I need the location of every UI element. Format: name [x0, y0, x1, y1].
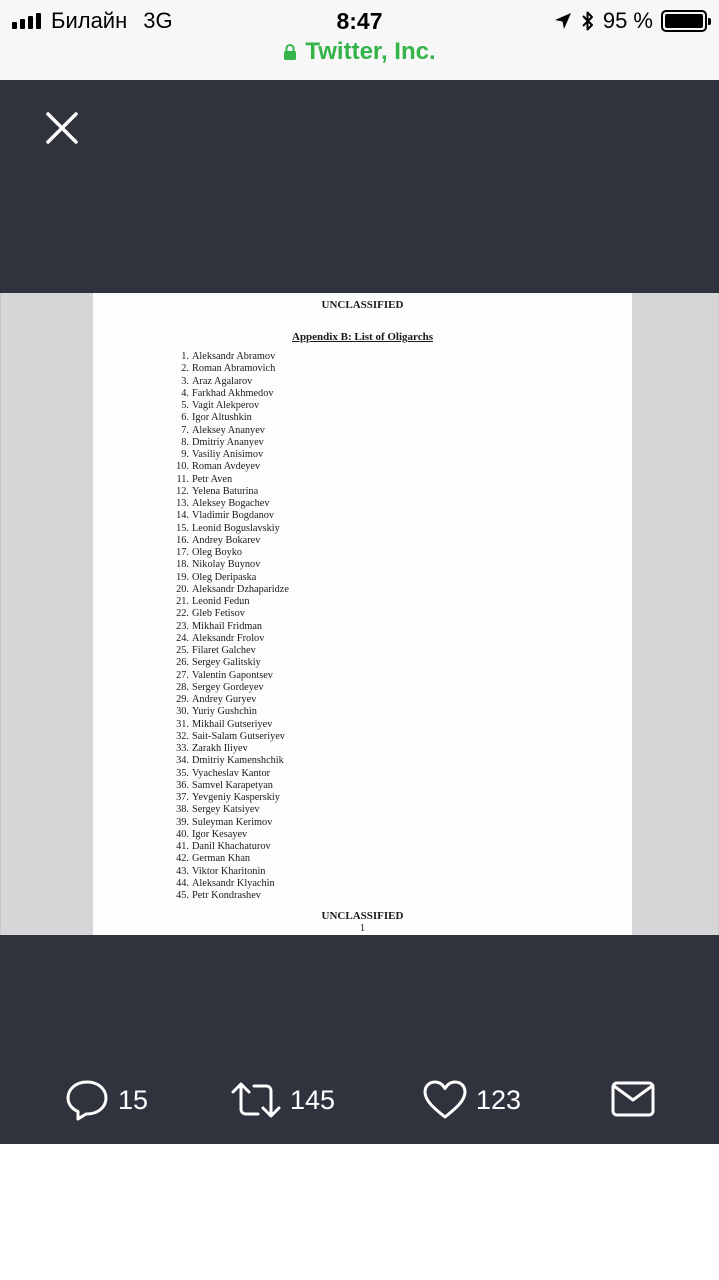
- list-item-number: 12.: [176, 485, 189, 497]
- list-item-number: 45.: [176, 890, 189, 901]
- list-item-number: 38.: [176, 804, 189, 816]
- list-item-name: Filaret Galchev: [192, 645, 256, 656]
- list-item-name: Farkhad Akhmedov: [192, 387, 274, 399]
- list-item-name: Roman Abramovich: [192, 363, 276, 375]
- list-item-number: 35.: [176, 767, 189, 779]
- list-item-name: Vasiliy Anisimov: [192, 449, 264, 460]
- list-item: [173, 584, 289, 596]
- list-item-name: Vyacheslav Kantor: [192, 767, 271, 779]
- clock: 8:47: [336, 8, 383, 34]
- list-item: [173, 670, 289, 682]
- list-item: [173, 866, 289, 878]
- list-item-number: 40.: [176, 828, 189, 840]
- list-item-name: Aleksandr Frolov: [192, 632, 265, 644]
- close-button[interactable]: [42, 108, 82, 148]
- list-item-name: Oleg Deripaska: [192, 571, 257, 583]
- list-item-number: 11.: [176, 473, 189, 485]
- list-item: [173, 878, 289, 890]
- document-page: [93, 293, 632, 935]
- list-item: [173, 559, 289, 571]
- list-item: [173, 621, 289, 633]
- list-item-number: 32.: [176, 730, 189, 742]
- list-item-number: 41.: [176, 841, 189, 852]
- document-page-number: 1: [360, 923, 365, 934]
- list-item-number: 28.: [176, 681, 189, 693]
- list-item-name: Dmitriy Kamenshchik: [192, 755, 284, 767]
- list-item-name: Danil Khachaturov: [192, 841, 271, 852]
- list-item-name: Petr Aven: [192, 473, 233, 485]
- list-item-name: Leonid Boguslavskiy: [192, 522, 280, 534]
- network-type: 3G: [143, 8, 173, 33]
- location-arrow-icon: [553, 11, 573, 31]
- list-item-number: 33.: [176, 743, 189, 754]
- list-item-number: 42.: [176, 853, 189, 865]
- list-item-number: 27.: [176, 669, 189, 681]
- list-item-name: German Khan: [192, 853, 251, 865]
- list-item-name: Araz Agalarov: [192, 375, 253, 387]
- list-item: [173, 535, 289, 547]
- list-item-number: 9.: [181, 449, 189, 460]
- bluetooth-icon: [581, 10, 595, 32]
- list-item: [173, 437, 289, 449]
- list-item: [173, 351, 289, 363]
- document-classification-footer: UNCLASSIFIED: [321, 910, 404, 922]
- list-item: [173, 449, 289, 461]
- retweet-count: 145: [290, 1084, 336, 1115]
- reply-count: 15: [118, 1084, 149, 1115]
- list-item: [173, 596, 289, 608]
- list-item: [173, 706, 289, 718]
- list-item-number: 3.: [181, 375, 189, 387]
- list-item-number: 36.: [176, 779, 189, 791]
- list-item-number: 5.: [181, 400, 189, 411]
- list-item: [173, 657, 289, 669]
- list-item-number: 43.: [176, 865, 189, 877]
- page-bottom: [0, 1144, 719, 1280]
- list-item: [173, 694, 289, 706]
- reply-icon: [64, 1077, 110, 1123]
- list-item-name: Sait-Salam Gutseriyev: [192, 730, 285, 742]
- list-item: [173, 400, 289, 412]
- list-item-number: 15.: [176, 522, 189, 534]
- list-item-number: 2.: [181, 363, 189, 375]
- list-item-name: Zarakh Iliyev: [192, 743, 248, 754]
- list-item-name: Igor Altushkin: [192, 412, 252, 424]
- list-item-name: Dmitriy Ananyev: [192, 436, 264, 448]
- list-item-name: Nikolay Buynov: [192, 559, 261, 571]
- retweet-button[interactable]: [230, 1055, 335, 1145]
- list-item: [173, 572, 289, 584]
- list-item-name: Andrey Bokarev: [192, 534, 261, 546]
- list-item-number: 24.: [176, 632, 189, 644]
- list-item: [173, 633, 289, 645]
- list-item-name: Vagit Alekperov: [192, 400, 260, 411]
- list-item: [173, 804, 289, 816]
- list-item-number: 29.: [176, 694, 189, 705]
- list-item: [173, 425, 289, 437]
- list-item: [173, 768, 289, 780]
- list-item-number: 16.: [176, 534, 189, 546]
- list-item-name: Viktor Kharitonin: [192, 865, 266, 877]
- list-item: [173, 780, 289, 792]
- close-icon: [42, 108, 82, 148]
- like-button[interactable]: [422, 1055, 521, 1145]
- list-item: [173, 792, 289, 804]
- list-item: [173, 461, 289, 473]
- site-identity[interactable]: [0, 38, 719, 66]
- battery-percentage: 95 %: [602, 8, 653, 33]
- list-item: [173, 474, 289, 486]
- list-item: [173, 498, 289, 510]
- lock-icon: [283, 43, 297, 61]
- list-item: [173, 890, 289, 902]
- list-item-name: Aleksandr Klyachin: [192, 877, 275, 889]
- list-item-name: Igor Kesayev: [192, 828, 248, 840]
- retweet-icon: [230, 1077, 282, 1123]
- list-item-number: 44.: [176, 877, 189, 889]
- list-item: [173, 829, 289, 841]
- list-item-number: 10.: [176, 461, 189, 473]
- list-item-number: 19.: [176, 571, 189, 583]
- list-item: [173, 547, 289, 559]
- list-item-name: Aleksandr Abramov: [192, 351, 276, 362]
- list-item-number: 6.: [181, 412, 189, 424]
- list-item-number: 30.: [176, 706, 189, 718]
- list-item: [173, 523, 289, 535]
- list-item-name: Aleksandr Dzhaparidze: [192, 583, 289, 595]
- list-item: [173, 731, 289, 743]
- list-item: [173, 719, 289, 731]
- list-item-number: 20.: [176, 583, 189, 595]
- list-item-number: 26.: [176, 657, 189, 669]
- list-item-name: Yelena Baturina: [192, 485, 259, 497]
- list-item-name: Sergey Gordeyev: [192, 681, 264, 693]
- media-viewer: [0, 80, 719, 1144]
- battery-icon: [661, 10, 707, 32]
- list-item-number: 31.: [176, 718, 189, 730]
- list-item-number: 37.: [176, 792, 189, 803]
- list-item: [173, 817, 289, 829]
- direct-message-button[interactable]: [610, 1055, 656, 1145]
- list-item: [173, 743, 289, 755]
- list-item-name: Petr Kondrashev: [192, 890, 261, 901]
- reply-button[interactable]: [64, 1055, 148, 1145]
- status-bar: [0, 0, 719, 80]
- list-item-name: Aleksey Ananyev: [192, 424, 265, 436]
- document-classification-header: UNCLASSIFIED: [321, 299, 404, 311]
- list-item-name: Andrey Guryev: [192, 694, 257, 705]
- list-item: [173, 755, 289, 767]
- list-item-number: 4.: [181, 387, 189, 399]
- list-item-name: Gleb Fetisov: [192, 608, 245, 620]
- carrier-name: Билайн: [51, 8, 128, 33]
- list-item: [173, 608, 289, 620]
- list-item-number: 34.: [176, 755, 189, 767]
- list-item: [173, 853, 289, 865]
- list-item-name: Sergey Galitskiy: [192, 657, 261, 669]
- oligarch-list: [173, 351, 289, 902]
- envelope-icon: [610, 1077, 656, 1123]
- list-item-number: 22.: [176, 608, 189, 620]
- list-item-name: Valentin Gapontsev: [192, 669, 273, 681]
- list-item: [173, 363, 289, 375]
- list-item: [173, 388, 289, 400]
- list-item-name: Mikhail Fridman: [192, 620, 263, 632]
- list-item-name: Roman Avdeyev: [192, 461, 261, 473]
- list-item-name: Yevgeniy Kasperskiy: [192, 792, 280, 803]
- tweet-image[interactable]: [0, 293, 719, 935]
- list-item-number: 18.: [176, 559, 189, 571]
- list-item: [173, 412, 289, 424]
- list-item-number: 8.: [181, 436, 189, 448]
- list-item-number: 39.: [176, 816, 189, 828]
- list-item: [173, 486, 289, 498]
- list-item: [173, 376, 289, 388]
- list-item-name: Leonid Fedun: [192, 596, 250, 607]
- list-item-name: Mikhail Gutseriyev: [192, 718, 273, 730]
- list-item-number: 23.: [176, 620, 189, 632]
- document-title: Appendix B: List of Oligarchs: [292, 331, 433, 343]
- status-right: [553, 6, 707, 36]
- list-item: [173, 645, 289, 657]
- list-item: [173, 682, 289, 694]
- list-item-number: 21.: [176, 596, 189, 607]
- list-item: [173, 841, 289, 853]
- list-item-name: Yuriy Gushchin: [192, 706, 257, 718]
- list-item-name: Vladimir Bogdanov: [192, 510, 275, 522]
- list-item-number: 1.: [181, 351, 189, 362]
- heart-icon: [422, 1077, 468, 1123]
- list-item-number: 14.: [176, 510, 189, 522]
- list-item-name: Oleg Boyko: [192, 547, 243, 558]
- like-count: 123: [476, 1084, 522, 1115]
- tweet-action-bar: [0, 1055, 719, 1145]
- list-item-name: Samvel Karapetyan: [192, 779, 273, 791]
- list-item-number: 7.: [181, 424, 189, 436]
- list-item-name: Sergey Katsiyev: [192, 804, 260, 816]
- list-item-name: Suleyman Kerimov: [192, 816, 273, 828]
- list-item-number: 25.: [176, 645, 189, 656]
- list-item: [173, 510, 289, 522]
- list-item-number: 17.: [176, 547, 189, 558]
- list-item-name: Aleksey Bogachev: [192, 498, 270, 509]
- site-name: Twitter, Inc.: [305, 38, 436, 65]
- list-item-number: 13.: [176, 498, 189, 509]
